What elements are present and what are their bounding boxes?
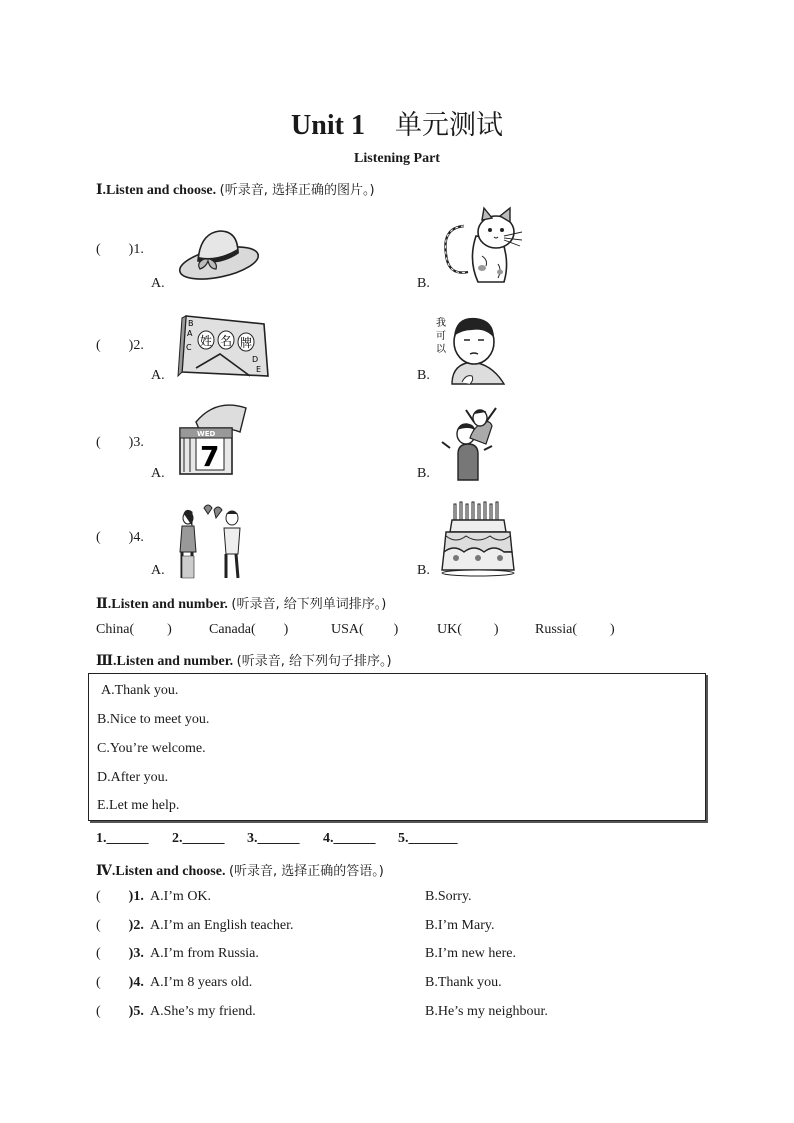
s2-word-china[interactable]: China( ) — [96, 622, 172, 637]
answer-blank-5[interactable]: 5._______ — [398, 831, 458, 846]
s4-item5-option-b[interactable]: B.He’s my neighbour. — [425, 1004, 548, 1019]
name-plate-letter-b: B — [188, 319, 194, 328]
s1-item1-option-a[interactable]: A. — [151, 276, 165, 291]
s4-item1-number[interactable]: ( )1. — [96, 889, 144, 904]
s1-item2-option-b[interactable]: B. — [417, 368, 430, 383]
calendar-icon — [176, 402, 252, 478]
sentence-d: D.After you. — [97, 770, 169, 785]
s4-item1-option-b[interactable]: B.Sorry. — [425, 889, 472, 904]
title-main: Unit 1 — [291, 110, 365, 141]
speech-char-1: 我 — [436, 318, 446, 329]
name-plate-char-2: 名 — [219, 334, 233, 348]
s2-word-uk[interactable]: UK( ) — [437, 622, 499, 637]
subtitle: Listening Part — [354, 151, 440, 166]
calendar-day: WED — [197, 430, 216, 438]
s1-item1-option-b[interactable]: B. — [417, 276, 430, 291]
sentence-box — [88, 673, 706, 821]
answer-blank-1[interactable]: 1.______ — [96, 831, 149, 846]
s1-item3-number[interactable]: ( )3. — [96, 435, 144, 450]
s1-item2-option-a[interactable]: A. — [151, 368, 165, 383]
speech-char-2: 可 — [436, 331, 446, 342]
s4-item3-option-b[interactable]: B.I’m new here. — [425, 946, 516, 961]
s1-item4-option-b[interactable]: B. — [417, 563, 430, 578]
s4-item3-number[interactable]: ( )3. — [96, 946, 144, 961]
s1-item2-number[interactable]: ( )2. — [96, 338, 144, 353]
s2-word-russia[interactable]: Russia( ) — [535, 622, 615, 637]
cat-icon — [438, 206, 528, 290]
s4-item1-option-a[interactable]: A.I’m OK. — [150, 889, 212, 904]
name-plate-char-3: 牌 — [239, 336, 253, 350]
father-and-child-icon — [438, 404, 504, 480]
title-cn: 单元测试 — [394, 110, 503, 141]
s4-item3-option-a[interactable]: A.I’m from Russia. — [150, 946, 259, 961]
answer-blank-4[interactable]: 4.______ — [323, 831, 376, 846]
sentence-b: B.Nice to meet you. — [97, 712, 210, 727]
s2-word-usa[interactable]: USA( ) — [331, 622, 399, 637]
sentence-c: C.You’re welcome. — [97, 741, 206, 756]
s4-item5-option-a[interactable]: A.She’s my friend. — [150, 1004, 256, 1019]
s4-item5-number[interactable]: ( )5. — [96, 1004, 144, 1019]
s4-item2-number[interactable]: ( )2. — [96, 918, 144, 933]
s4-item4-option-a[interactable]: A.I’m 8 years old. — [150, 975, 253, 990]
name-plate-char-1: 姓 — [199, 334, 213, 348]
calendar-date: 7 — [200, 440, 220, 473]
name-plate-icon — [176, 310, 272, 382]
section1-heading: Ⅰ.Listen and choose. (听录音, 选择正确的图片。) — [96, 183, 375, 198]
name-plate-letter-d: D — [252, 355, 259, 364]
s1-item1-number[interactable]: ( )1. — [96, 242, 144, 257]
s4-item2-option-b[interactable]: B.I’m Mary. — [425, 918, 495, 933]
s4-item2-option-a[interactable]: A.I’m an English teacher. — [150, 918, 294, 933]
answer-blank-2[interactable]: 2.______ — [172, 831, 225, 846]
s1-item4-option-a[interactable]: A. — [151, 563, 165, 578]
section3-heading: Ⅲ.Listen and number. (听录音, 给下列句子排序。) — [96, 654, 392, 669]
name-plate-letter-a: A — [187, 329, 193, 338]
section4-heading: Ⅳ.Listen and choose. (听录音, 选择正确的答语。) — [96, 864, 384, 879]
s1-item3-option-a[interactable]: A. — [151, 466, 165, 481]
sentence-e: E.Let me help. — [97, 798, 180, 813]
name-plate-letter-e: E — [256, 365, 262, 374]
s1-item3-option-b[interactable]: B. — [417, 466, 430, 481]
sun-hat-icon — [176, 225, 262, 287]
s2-word-canada[interactable]: Canada( ) — [209, 622, 289, 637]
page-title — [0, 103, 794, 142]
s1-item4-number[interactable]: ( )4. — [96, 530, 144, 545]
boy-face-icon — [432, 312, 508, 384]
birthday-cake-icon — [440, 496, 516, 576]
s4-item4-number[interactable]: ( )4. — [96, 975, 144, 990]
s4-item4-option-b[interactable]: B.Thank you. — [425, 975, 502, 990]
section2-heading: Ⅱ.Listen and number. (听录音, 给下列单词排序。) — [96, 597, 387, 612]
broken-heart-couple-icon — [176, 500, 246, 578]
sentence-a: A.Thank you. — [101, 683, 179, 698]
name-plate-letter-c: C — [186, 343, 192, 352]
speech-char-3: 以 — [436, 344, 446, 355]
answer-blank-3[interactable]: 3.______ — [247, 831, 300, 846]
